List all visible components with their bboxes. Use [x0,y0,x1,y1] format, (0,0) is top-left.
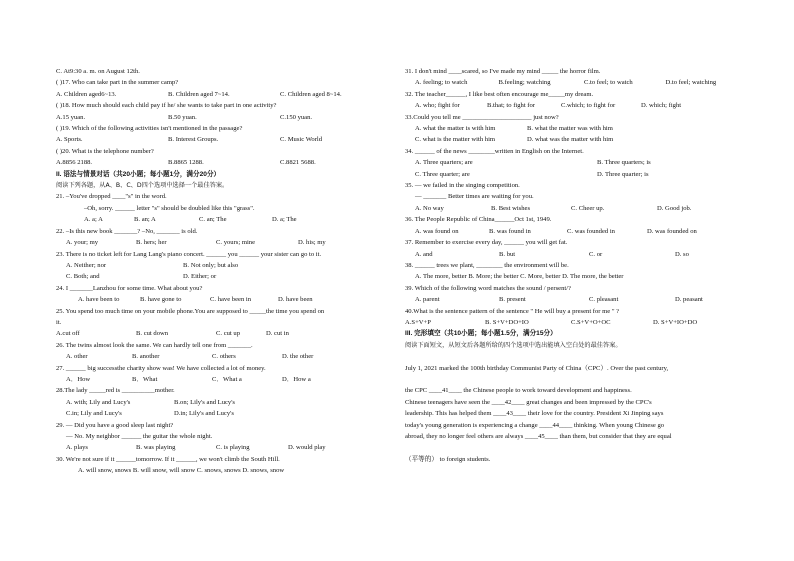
option-row [405,134,745,145]
option-row [56,237,386,248]
answer-option: B. cut down [136,330,169,338]
text-line: 30. We're not sure if it ______tomorrow. If it ______, we won't climb the South Hill. [56,455,280,463]
text-line: Chinese teenagers have seen the ____42____ great changes and been impressed by the CPC's [405,398,652,406]
text-line: today's young generation is experiencing a change ____44____ thinking. When young Chinese go [405,421,665,429]
text-line: –Oh, sorry. ______ letter "s" should be doubled like this "grass". [84,204,255,212]
answer-option: B. hers; her [136,239,167,247]
option-row [56,374,386,385]
text-line: 35. — we failed in the singing competition. [405,182,520,190]
text-line: abroad, they no longer feel others are always ____45____ than them, but consider that they are equal [405,432,672,440]
answer-option: A. with; Lily and Lucy's [66,398,131,406]
answer-option: B. an; A [134,216,156,224]
text-line: 37. Remember to exercise every day, ______ you will get fat. [405,239,568,247]
text-line: ( )20. What is the telephone number? [56,147,154,155]
answer-option: B. present [499,296,526,304]
answer-option: A. feeling; to watch [415,79,468,87]
answer-option: B. another [132,353,160,361]
option-row [405,123,745,134]
answer-option: D. would play [288,444,326,452]
text-line: 40.What is the sentence pattern of the sentence " He will buy a present for me " ? [405,307,620,315]
text-line: the CPC ____41____ the Chinese people to work toward development and happiness. [405,387,632,395]
text-line: leadership. This has helped them ____43____ their love for the country. President Xi Jinping says [405,410,664,418]
answer-option: C. Three quarter; are [415,170,470,178]
option-row [56,112,386,123]
answer-option: B. Not only; but also [183,261,239,269]
answer-option: A. No way [415,204,444,212]
answer-option [527,157,597,168]
answer-option: C.in; Lily and Lucy's [66,410,122,418]
text-line: — No. My neighbor ______ the guitar the whole night. [66,433,213,440]
text-line: 23. There is no ticket left for Lang Lang's piano concert. ______ you ______ your sister can go to it. [56,250,322,258]
text-line: 32. The teacher______, I like best often encourage me_____my dream. [405,90,594,98]
text-line: 22. –Is this new book _______? –No, _______ is old. [56,227,198,235]
answer-option: A．How [66,375,91,383]
text-line: 36. The People Republic of China______Oct 1st, 1949. [405,216,552,224]
option-row [56,134,386,145]
answer-option: C.8821 5688. [280,159,316,167]
text-line: — _______ Better times are waiting for you. [415,193,534,201]
answer-option: B.8865 1288. [168,159,204,167]
answer-option: C.to feel; to watch [583,79,633,87]
answer-option: A. your; my [66,239,99,247]
option-row [56,214,386,225]
answer-option: B.on; Lily's and Lucy's [174,398,235,406]
answer-option: D. a; The [272,216,297,224]
right-column [405,66,745,465]
option-row [56,408,386,419]
answer-option: C. pleasant [589,296,619,304]
text-line: C. At9:30 a. m. on August 12th. [56,68,140,75]
answer-option: A. a; A [84,216,103,224]
option-row [56,260,386,271]
text-line: 阅读下列各题，从A、B、C、D四个选项中选择一个最佳答案。 [56,182,229,190]
answer-option: B. Best wishes [491,204,531,212]
answer-option: B.feeling; watching [498,79,551,87]
answer-option: B. but [499,250,516,258]
answer-option: C.which; to fight for [561,102,616,110]
answer-option: B. S+V+DO+IO [485,318,529,326]
text-line: 38. ______ trees we plant, ________ the environment will be. [405,261,569,269]
text-line: 39. Which of the following word matches the sound / persent/? [405,284,571,292]
answer-option: B. what the matter was with him [527,125,613,133]
text-line: it. [56,318,62,326]
answer-option: D. have been [278,296,313,304]
section-heading: III. 完形填空（共10小题；每小题1.5分，满分15分） [405,330,557,338]
option-row [405,100,745,111]
answer-option: B. was found in [489,227,531,235]
text-line: ( )19. Which of the following activities isn't mentioned in the passage? [56,125,243,133]
answer-option: A. plays [66,444,88,452]
option-row [405,77,745,88]
answer-option: A. who; fight for [415,102,460,110]
answer-option: C. Both; and [66,273,100,281]
text-line: ( )17. Who can take part in the summer camp? [56,79,179,87]
text-line [405,374,745,385]
answer-option: D. the other [282,353,314,361]
answer-option: B. Children aged 7~14. [168,90,230,98]
option-row [56,351,386,362]
answer-option: D. which; fight [641,102,682,110]
answer-option: A. Three quarters; are [415,159,473,167]
option-row [56,89,386,100]
answer-option: D. so [675,250,689,258]
answer-option: B. Three quarters; is [597,159,651,167]
answer-option: A. Children aged6~13. [56,90,117,98]
text-line: July 1, 2021 marked the 100th birthday Communist Party of China（CPC）. Over the past century, [405,364,669,372]
answer-option: A. parent [415,296,440,304]
option-row [405,294,745,305]
answer-option: D. S+V+IO+DO [653,318,698,326]
answer-option: D.in; Lily's and Lucy's [174,410,234,418]
option-row [56,442,386,453]
text-line: 34. ______ of the news ________written in English on the Internet. [405,147,584,155]
text-line: （平等的） to foreign students. [405,455,491,463]
answer-option: C．What a [212,375,242,383]
answer-option: D. Either; or [183,273,217,281]
option-row [56,328,386,339]
answer-option: D. Three quarter; is [597,170,649,178]
answer-option: B. have gone to [140,296,182,304]
text-line: A. The more, better B. More; the better C. More, better D. The more, the better [415,273,624,281]
answer-option: A.8856 2188. [56,159,93,167]
answer-option: D. was founded on [647,227,697,235]
text-line [405,442,745,453]
answer-option: D．How a [282,375,311,383]
answer-option: C. or [589,250,603,258]
section-heading: II. 语法与情景对话（共20小题；每小题1分，满分20分） [56,170,221,178]
text-line: 27. ______ big successthe charity show was! We have collected a lot of money. [56,364,266,372]
option-row [56,157,386,168]
answer-option: C.S+V+O+OC [571,318,611,326]
answer-option: D. cut in [266,330,289,338]
answer-option: B. was playing [136,444,176,452]
answer-option: C. have been in [210,296,252,304]
answer-option: C. Cheer up. [571,204,605,212]
answer-option: C. Music World [280,136,323,144]
option-row [405,157,745,168]
answer-option: A. Neither; nor [66,261,107,269]
left-column [56,66,386,477]
answer-option: C. is playing [216,444,250,452]
answer-option: D. Good job. [657,204,692,212]
option-row [56,271,386,282]
answer-option: B.that; to fight for [487,102,535,110]
text-line: ( )18. How much should each child pay if he/ she wants to take part in one activity? [56,102,277,110]
text-line: 阅读下面短文，从短文后各题所给的四个选项中选出能填入空白处的最佳答案。 [405,341,622,349]
answer-option [527,169,597,180]
answer-option: D. what was the matter with him [527,136,614,144]
answer-option: D. his; my [298,239,326,247]
answer-option: C.150 yuan. [280,113,313,121]
text-line: A. will snow, snows B. will snow, will snow C. snows, snows D. snows, snow [78,467,285,475]
answer-option: C. an; The [199,216,227,224]
answer-option: C. what is the matter with him [415,136,496,144]
text-line: 33.Could you tell me _____________________ just now? [405,113,559,121]
answer-option: C. Children aged 8~14. [280,90,342,98]
text-line [405,351,745,362]
answer-option: B.50 yuan. [168,113,197,121]
answer-option: C. others [212,353,236,361]
text-line: 24. I _______Lanzhou for some time. What about you? [56,284,203,292]
text-line: 26. The twins almost look the same. We can hardly tell one from _______. [56,341,253,349]
option-row [405,203,745,214]
answer-option: A.cut off [56,330,80,338]
option-row [405,169,745,180]
answer-option: A.S+V+P [405,318,431,326]
answer-option: A. have been to [78,296,120,304]
text-line: 21. –You've dropped ____"s" in the word. [56,193,167,201]
option-row [56,397,386,408]
text-line: 29. — Did you have a good sleep last night? [56,421,174,429]
answer-option: A.15 yuan. [56,113,86,121]
answer-option: A. was found on [415,227,459,235]
answer-option: C. yours; mine [216,239,256,247]
answer-option: D. peasant [675,296,703,304]
answer-option: A. Sports. [56,136,83,144]
answer-option: A. other [66,353,88,361]
option-row [56,294,386,305]
option-row [405,226,745,237]
answer-option: B．What [132,375,158,383]
option-row [405,249,745,260]
text-line: 28.The lady _____red is __________mother. [56,387,175,395]
answer-option: D.to feel; watching [665,79,717,87]
text-line: 25. You spend too much time on your mobile phone.You are supposed to _____the time you spend on [56,307,325,315]
option-row [405,317,745,328]
answer-option: C. was founded in [567,227,615,235]
text-line: 31. I don't mind ____scared, so I've made my mind _____ the horror film. [405,68,601,75]
answer-option: C. cut up [216,330,240,338]
answer-option: A. and [415,250,433,258]
answer-option: A. what the matter is with him [415,125,496,133]
answer-option: B. Interest Groups. [168,136,219,144]
